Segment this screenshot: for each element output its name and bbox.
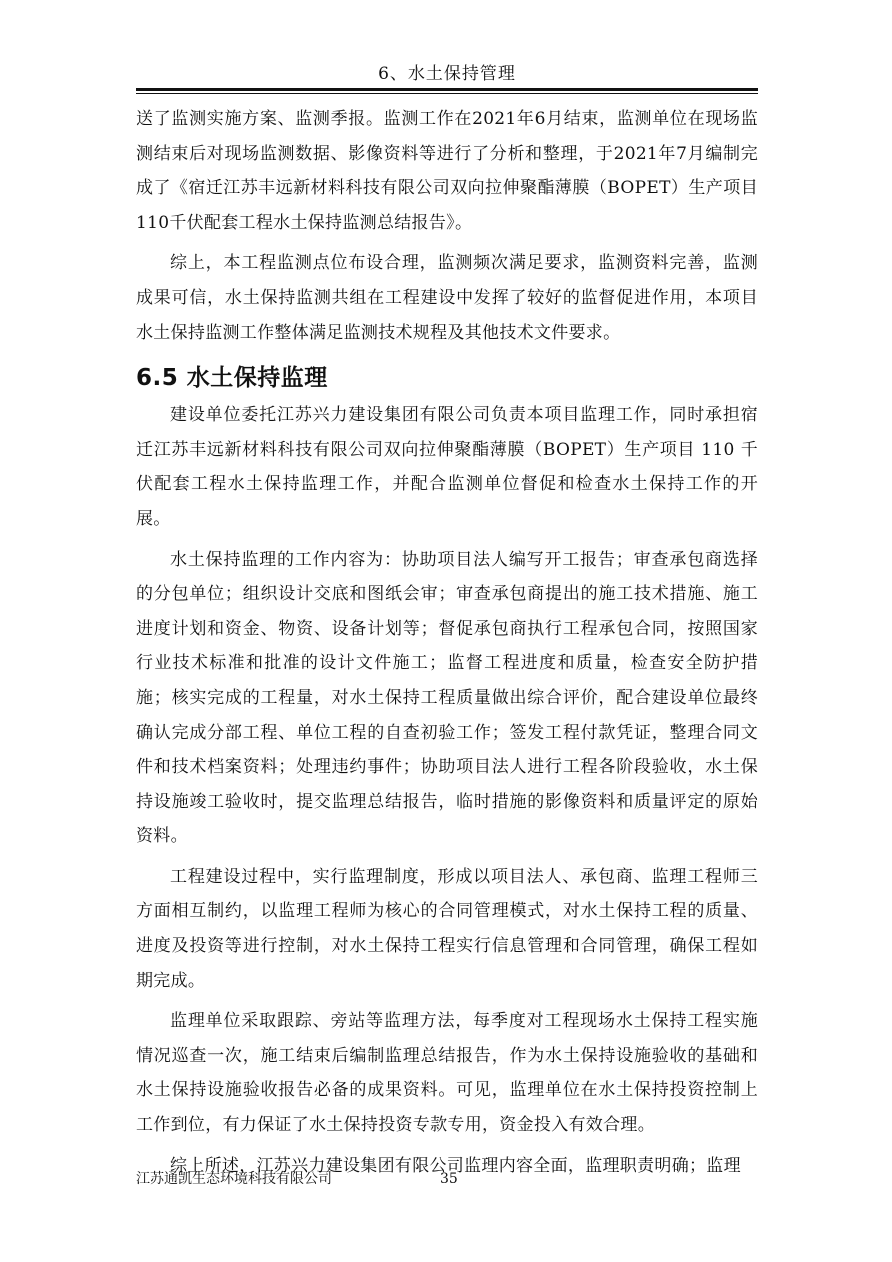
paragraph-supervision-system: 工程建设过程中，实行监理制度，形成以项目法人、承包商、监理工程师三方面相互制约，以监理工程师为核心的合同管理模式，对水土保持工程的质量、进度及投资等进行控制，对水土保持工程实行信息管理和合同管理，确保工程如期完成。 (136, 866, 758, 991)
footer-company-name: 江苏通凯生态环境科技有限公司 (136, 1171, 332, 1187)
section-heading: 6.5 水土保持监理 (136, 365, 328, 392)
header-rule-thick (136, 88, 758, 91)
document-body (136, 102, 758, 1183)
paragraph-monitoring-summary: 综上，本工程监测点位布设合理，监测频次满足要求，监测资料完善，监测成果可信，水土保持监测共组在工程建设中发挥了较好的监督促进作用，本项目水土保持监测工作整体满足监测技术规程及其他技术文件要求。 (136, 253, 758, 343)
paragraph-supervision-method: 监理单位采取跟踪、旁站等监理方法，每季度对工程现场水土保持工程实施情况巡查一次，施工结束后编制监理总结报告，作为水土保持设施验收的基础和水土保持设施验收报告必备的成果资料。可见，监理单位在水土保持投资控制上工作到位，有力保证了水土保持投资专款专用，资金投入有效合理。 (136, 1011, 758, 1136)
page-header-title: 6、水土保持管理 (378, 64, 516, 84)
paragraph-supervision-entrust: 建设单位委托江苏兴力建设集团有限公司负责本项目监理工作，同时承担宿迁江苏丰远新材料科技有限公司双向拉伸聚酯薄膜（BOPET）生产项目 110 千伏配套工程水土保持监理工作，并配合监测单位督促和检查水土保持工作的开展。 (136, 405, 758, 529)
header-rule-thin (136, 93, 758, 94)
page-footer (136, 1168, 758, 1190)
page-number: 35 (440, 1171, 458, 1187)
paragraph-monitoring-report: 送了监测实施方案、监测季报。监测工作在2021年6月结束，监测单位在现场监测结束后对现场监测数据、影像资料等进行了分析和整理，于2021年7月编制完成了《宿迁江苏丰远新材料科技有限公司双向拉伸聚酯薄膜（BOPET）生产项目110千伏配套工程水土保持监测总结报告》。 (136, 109, 758, 233)
paragraph-supervision-conclusion: 综上所述，江苏兴力建设集团有限公司监理内容全面，监理职责明确；监理 (170, 1155, 741, 1176)
paragraph-supervision-scope: 水土保持监理的工作内容为：协助项目法人编写开工报告；审查承包商选择的分包单位；组织设计交底和图纸会审；审查承包商提出的施工技术措施、施工进度计划和资金、物资、设备计划等；督促承包商执行工程承包合同，按照国家行业技术标准和批准的设计文件施工；监督工程进度和质量，检查安全防护措施；核实完成的工程量，对水土保持工程质量做出综合评价，配合建设单位最终确认完成分部工程、单位工程的自查初验工作；签发工程付款凭证，整理合同文件和技术档案资料；处理违约事件；协助项目法人进行工程各阶段验收，水土保持设施竣工验收时，提交监理总结报告，临时措施的影像资料和质量评定的原始资料。 (136, 549, 758, 847)
